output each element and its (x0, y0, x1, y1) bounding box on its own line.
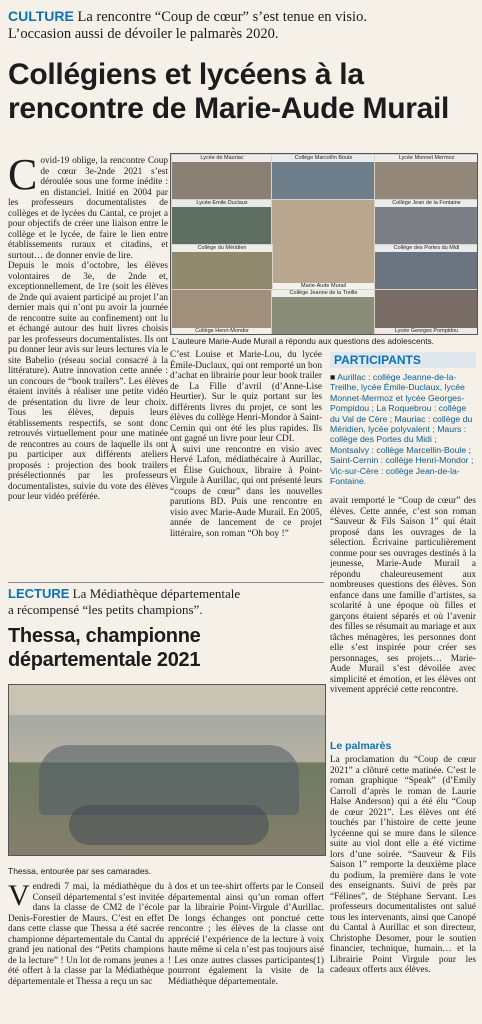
article1-headline-line1: Collégiens et lycéens à la (8, 58, 364, 91)
tile-label: Lycée Émile Duclaux (172, 200, 272, 207)
participants-title: PARTICIPANTS (330, 352, 476, 368)
article1-deck-line2: L’occasion aussi de dévoiler le palmarès 2020. (8, 26, 279, 42)
article1-column3-top (330, 496, 476, 732)
article2-deck-line1: La Médiathèque départementale (72, 586, 241, 601)
article1-column2 (170, 350, 322, 580)
article2-dropcap: V (8, 882, 30, 912)
article2-col1: endredi 7 mai, la médiathèque du Conseil départemental s’est invitée dans la classe de CM2 de l’école Denis-Forestier de Maurs. C’est en effet dans cette classe que Thessa a été sacrée championne départementale du Cantal du grand jeu national des “Petits champions de la lecture” ! Un lot de romans jeunes a été offert à la classe par la Médiathèque départementale et Thessa a reçu un sac (8, 882, 164, 987)
article2-photo-caption: Thessa, entourée par ses camarades. (8, 866, 152, 876)
article1-col2-p2: À suivi une rencontre en visio avec Hervé Lafon, médiathécaire à Aurillac, et Élise Guichoux, libraire à Point-Virgule à Aurillac, qui ont présenté leurs “coups de cœur” dans les nouvelles parutions BD. Puis une rencontre en visio avec Marie-Aude Murail. En 2005, année de lancement de ce projet littéraire, son roman “Oh boy !” (170, 444, 322, 539)
tile-label: Marie-Aude Murail (272, 283, 375, 290)
participants-text: Aurillac : collège Jeanne-de-la-Treilhe, lycée Émile-Duclaux, lycée Monnet-Mermoz et lycée Georges-Pompidou ; La Roquebrou : collège du Val de Cère ; Mauriac : collège du Méridien, lycée polyvalent ; Maurs : collège des Portes du Midi ; Montsalvy : collège Marcellin-Boule ; Saint-Cernin : collège Henri-Mondor ; Vic-sur-Cère : collège Jean-de-la-Fontaine. (330, 372, 474, 487)
visio-collage-photo (170, 153, 478, 335)
tile-label: Collège Henri-Mondor (172, 328, 272, 335)
article2-col2: à dos et un tee-shirt offerts par le Conseil départemental ainsi qu’un roman offert par la librairie Point-Virgule d’Aurillac. De longs échanges ont ponctué cette rencontre ; les élèves de la classe ont apprécié l’expérience de la lecture à voix haute même si cela n’est pas toujours aisé ! Les onze autres classes participantes(1) pourront également la visite de la Médiathèque départementale. (168, 882, 324, 987)
article2-column1 (8, 882, 164, 1018)
article-divider (8, 582, 324, 583)
article2-column2 (168, 882, 324, 1018)
article1-deck (8, 8, 478, 43)
article1-headline-line2: rencontre de Marie-Aude Murail (8, 92, 450, 125)
tile-label: Collège du Méridien (172, 245, 272, 252)
tile-label: Collège Jean de la Fontaine (375, 200, 478, 207)
article2-headline-line1: Thessa, championne (8, 625, 201, 647)
article1-col2-p1: C’est Louise et Marie-Lou, du lycée Émile-Duclaux, qui ont remporté un bon d’achat en librairie pour leur book trailer de La Fille d’avril (d’Anne-Lise Heurtier). Sur le quiz portant sur les différents livres du projet, ce sont les élèves du collège Henri-Mondor à Saint-Cernin qui ont été les plus rapides. Ils ont gagné un livre pour leur CDI. (170, 350, 322, 444)
article1-photo-caption: L’auteure Marie-Aude Murail a répondu aux questions des adolescents. (172, 336, 434, 346)
article1-kicker: CULTURE (8, 8, 74, 24)
tile-label: Lycée Monnet Mermoz (375, 155, 478, 162)
article1-col1-p2: Depuis le mois d’octobre, les élèves volontaires de 3e, de 2nde et, exceptionnellement, de 1re (soit les élèves de 2nde qui avaient participé au projet l’an dernier mais qui n’ont pu avoir la journée de rencontre suite au confinement) ont lu et échangé autour des huit livres choisis par les professeurs documentalistes. Ils ont pu donner leur avis sur leurs lectures via le site Babelio (réseau social consacré à la littérature). Autre innovation cette année : un concours de “book trailers”. Les élèves étaient invités à réaliser une petite vidéo de présentation du livre de leur choix. Tous les élèves, depuis leurs établissements respectifs, se sont donc retrouvés virtuellement pour une matinée de rencontres au cours de laquelle ils ont pu participer aux différents ateliers proposés : projection des book trailers présélectionnés par les professeurs documentalistes, suivie du vote des élèves pour leur vidéo préférée. (8, 261, 168, 502)
article2-headline-line2: départementale 2021 (8, 649, 201, 671)
article1-headline (8, 58, 478, 126)
article1-col1-p1: ovid-19 oblige, la rencontre Coup de cœur 3e-2nde 2021 s’est déroulée sous une forme inédite : en distanciel. Initié en 2004 par les professeurs documentalistes de collèges et de lycées du Cantal, ce projet a pour objectifs de créer une liaison entre le collège et le lycée, de faire le lien entre établissements ruraux et citadins, et surtout… de donner envie de lire. (8, 156, 168, 261)
article1-column1 (8, 156, 168, 576)
tile-label: Collège Marcellin Boule (272, 155, 375, 162)
participants-box (330, 352, 476, 492)
article1-column3-bottom (330, 755, 476, 1017)
photo-building (9, 685, 325, 715)
palmares-subtitle: Le palmarès (330, 740, 392, 752)
article2-deck-line2: a récompensé “les petits champions”. (8, 601, 203, 617)
tile-label: Collège Jeanne de la Treille (272, 290, 375, 297)
class-group-photo (8, 684, 326, 856)
article2-kicker: LECTURE (8, 586, 70, 601)
photo-students-front (69, 805, 269, 845)
article2-deck (8, 586, 324, 617)
participants-bullet-icon: ■ (330, 372, 338, 382)
article1-dropcap: C (8, 156, 38, 199)
article1-deck-line1: La rencontre “Coup de cœur” s’est tenue en visio. (77, 9, 367, 25)
article1-col3-p1: avait remporté le “Coup de cœur” des élèves. Cette année, c’est son roman “Sauveur & Fils Saison 1” qui était proposé dans les ouvrages de la sélection. Écrivaine particulièrement connue pour ses ouvrages destinés à la jeunesse, Marie-Aude Murail a répondu chaleureusement aux nombreuses questions des élèves. Son enfance dans une famille d’artistes, sa scolarité à une époque où filles et garçons étaient séparés et où l’avenir des filles se résumait au mariage et aux tâches ménagères, les personnes dont elle s’est inspirée pour créer ses personnages, ses projets… Marie-Aude Murail s’est dévoilée avec simplicité et émotion, et les élèves ont vivement apprécié cette rencontre. (330, 496, 476, 695)
article2-headline (8, 624, 324, 672)
tile-label: Collège des Portes du Midi (375, 245, 478, 252)
tile-label: Lycée Georges Pompidou (375, 328, 478, 335)
article1-col3-p2: La proclamation du “Coup de cœur 2021” a clôturé cette matinée. C’est le roman graphique “Speak” (d’Emily Carroll d’après le roman de Laurie Halse Anderson) qui a été élu “Coup de cœur 2021”. Les élèves ont été touchés par l’histoire de cette jeune lycéenne qui se mure dans le silence suite au viol dont elle a été victime lors d’une soirée. “Sauveur & Fils Saison 1” remporte la deuxième place du podium, la première dans le vote des enseignants. Suivi de près par “Félines”, de Stéphane Servant. Les professeurs documentalistes ont salué tous les intervenants, ainsi que Canopé du Cantal à Aurillac et son directeur, Christophe Desomer, pour le soutien financier, technique, humain… et la Librairie Point Virgule pour les cadeaux offerts aux élèves. (330, 755, 476, 975)
tile-label: Lycée de Mauriac (172, 155, 272, 162)
